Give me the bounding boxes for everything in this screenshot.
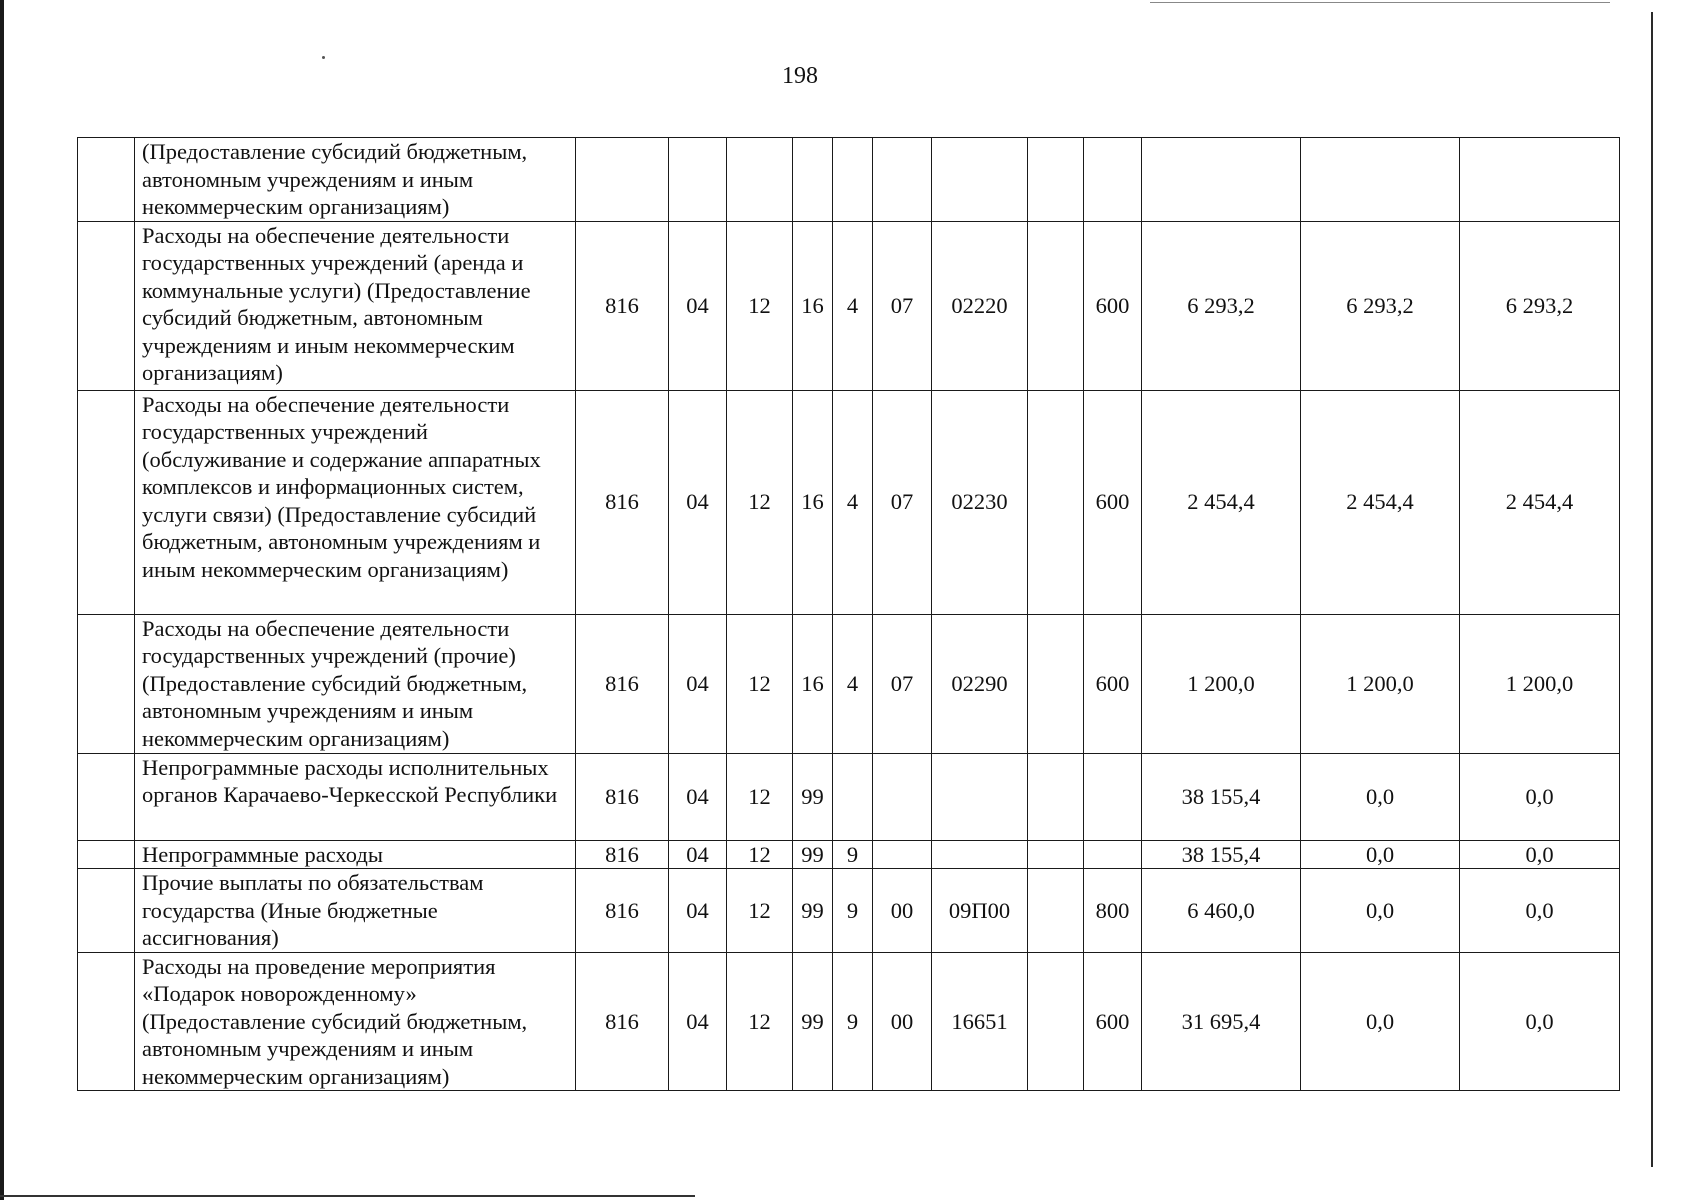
page-number: 198 <box>782 63 818 89</box>
amount-year3-cell: 0,0 <box>1460 869 1620 953</box>
expense-type-cell: 600 <box>1084 614 1142 753</box>
table-row <box>78 390 1620 614</box>
scan-edge-bottom <box>0 1195 695 1197</box>
subprogram-cell: 9 <box>833 952 873 1091</box>
amount-year3-cell: 0,0 <box>1460 753 1620 840</box>
amount-year1-cell: 38 155,4 <box>1142 840 1301 869</box>
amount-year2-cell: 0,0 <box>1301 869 1460 953</box>
gl-code-cell: 816 <box>576 221 669 390</box>
section-cell: 04 <box>669 840 727 869</box>
section-cell: 04 <box>669 869 727 953</box>
program-cell <box>793 138 833 222</box>
blank-cell <box>1028 390 1084 614</box>
subprogram-cell <box>833 138 873 222</box>
table-row <box>78 221 1620 390</box>
subsection-cell: 12 <box>727 840 793 869</box>
gl-code-cell: 816 <box>576 614 669 753</box>
amount-year2-cell: 1 200,0 <box>1301 614 1460 753</box>
amount-year3-cell: 0,0 <box>1460 840 1620 869</box>
gl-code-cell: 816 <box>576 753 669 840</box>
amount-year1-cell: 2 454,4 <box>1142 390 1301 614</box>
table-row <box>78 614 1620 753</box>
amount-year3-cell: 2 454,4 <box>1460 390 1620 614</box>
amount-year1-cell: 6 293,2 <box>1142 221 1301 390</box>
blank-cell <box>1028 614 1084 753</box>
subprogram-cell: 4 <box>833 614 873 753</box>
gl-code-cell: 816 <box>576 840 669 869</box>
amount-year1-cell: 31 695,4 <box>1142 952 1301 1091</box>
main-event-cell <box>873 138 932 222</box>
program-cell: 99 <box>793 869 833 953</box>
direction-cell: 02220 <box>932 221 1028 390</box>
blank-cell <box>1028 869 1084 953</box>
main-event-cell <box>873 840 932 869</box>
table-row <box>78 840 1620 869</box>
blank-cell <box>1028 952 1084 1091</box>
main-event-cell: 00 <box>873 952 932 1091</box>
scan-edge-right <box>1651 12 1653 1167</box>
section-cell: 04 <box>669 390 727 614</box>
scan-edge-top <box>1150 2 1610 3</box>
expense-type-cell <box>1084 138 1142 222</box>
program-cell: 99 <box>793 840 833 869</box>
expense-type-cell: 600 <box>1084 390 1142 614</box>
row-number-cell <box>78 221 135 390</box>
subprogram-cell: 9 <box>833 869 873 953</box>
direction-cell <box>932 840 1028 869</box>
subprogram-cell <box>833 753 873 840</box>
amount-year3-cell <box>1460 138 1620 222</box>
amount-year1-cell <box>1142 138 1301 222</box>
amount-year1-cell: 1 200,0 <box>1142 614 1301 753</box>
gl-code-cell: 816 <box>576 952 669 1091</box>
section-cell: 04 <box>669 952 727 1091</box>
row-number-cell <box>78 138 135 222</box>
direction-cell: 09П00 <box>932 869 1028 953</box>
gl-code-cell: 816 <box>576 390 669 614</box>
main-event-cell: 00 <box>873 869 932 953</box>
row-number-cell <box>78 952 135 1091</box>
section-cell: 04 <box>669 614 727 753</box>
expense-name-cell: Непрограммные расходы <box>135 840 576 869</box>
amount-year2-cell: 0,0 <box>1301 952 1460 1091</box>
amount-year3-cell: 1 200,0 <box>1460 614 1620 753</box>
expense-type-cell: 600 <box>1084 221 1142 390</box>
amount-year3-cell: 6 293,2 <box>1460 221 1620 390</box>
blank-cell <box>1028 138 1084 222</box>
expense-type-cell: 600 <box>1084 952 1142 1091</box>
expense-name-cell: Прочие выплаты по обязательствам государства (Иные бюджетные ассигнования) <box>135 869 576 953</box>
table-row <box>78 869 1620 953</box>
expense-name-cell: Расходы на обеспечение деятельности государственных учреждений (аренда и коммунальные услуги) (Предоставление субсидий бюджетным, автономным учреждениям и иным некоммерческим организациям) <box>135 221 576 390</box>
row-number-cell <box>78 840 135 869</box>
subsection-cell: 12 <box>727 869 793 953</box>
row-number-cell <box>78 869 135 953</box>
amount-year3-cell: 0,0 <box>1460 952 1620 1091</box>
expense-name-cell: Расходы на обеспечение деятельности государственных учреждений (обслуживание и содержание аппаратных комплексов и информационных систем, услуги связи) (Предоставление субсидий бюджетным, автономным учреждениям и иным некоммерческим организациям) <box>135 390 576 614</box>
main-event-cell: 07 <box>873 390 932 614</box>
program-cell: 99 <box>793 753 833 840</box>
direction-cell: 02230 <box>932 390 1028 614</box>
subsection-cell: 12 <box>727 221 793 390</box>
table-row <box>78 138 1620 222</box>
expense-type-cell: 800 <box>1084 869 1142 953</box>
amount-year1-cell: 38 155,4 <box>1142 753 1301 840</box>
main-event-cell: 07 <box>873 614 932 753</box>
program-cell: 16 <box>793 390 833 614</box>
expense-type-cell <box>1084 753 1142 840</box>
amount-year1-cell: 6 460,0 <box>1142 869 1301 953</box>
subsection-cell: 12 <box>727 614 793 753</box>
table-row <box>78 952 1620 1091</box>
expense-type-cell <box>1084 840 1142 869</box>
subprogram-cell: 4 <box>833 390 873 614</box>
expense-name-cell: (Предоставление субсидий бюджетным, автономным учреждениям и иным некоммерческим организациям) <box>135 138 576 222</box>
section-cell: 04 <box>669 753 727 840</box>
row-number-cell <box>78 390 135 614</box>
amount-year2-cell: 2 454,4 <box>1301 390 1460 614</box>
gl-code-cell <box>576 138 669 222</box>
row-number-cell <box>78 753 135 840</box>
subsection-cell: 12 <box>727 952 793 1091</box>
program-cell: 16 <box>793 614 833 753</box>
main-event-cell <box>873 753 932 840</box>
scan-edge-left <box>0 0 4 1200</box>
scan-speck <box>322 56 325 59</box>
amount-year2-cell <box>1301 138 1460 222</box>
direction-cell: 16651 <box>932 952 1028 1091</box>
subsection-cell <box>727 138 793 222</box>
expense-name-cell: Расходы на обеспечение деятельности государственных учреждений (прочие) (Предоставление субсидий бюджетным, автономным учреждениям и иным некоммерческим организациям) <box>135 614 576 753</box>
subsection-cell: 12 <box>727 753 793 840</box>
amount-year2-cell: 6 293,2 <box>1301 221 1460 390</box>
gl-code-cell: 816 <box>576 869 669 953</box>
row-number-cell <box>78 614 135 753</box>
amount-year2-cell: 0,0 <box>1301 753 1460 840</box>
section-cell <box>669 138 727 222</box>
section-cell: 04 <box>669 221 727 390</box>
direction-cell <box>932 753 1028 840</box>
program-cell: 99 <box>793 952 833 1091</box>
direction-cell <box>932 138 1028 222</box>
table-body <box>78 138 1620 1091</box>
amount-year2-cell: 0,0 <box>1301 840 1460 869</box>
budget-table <box>77 137 1620 1091</box>
subsection-cell: 12 <box>727 390 793 614</box>
program-cell: 16 <box>793 221 833 390</box>
subprogram-cell: 9 <box>833 840 873 869</box>
table-row <box>78 753 1620 840</box>
direction-cell: 02290 <box>932 614 1028 753</box>
main-event-cell: 07 <box>873 221 932 390</box>
blank-cell <box>1028 221 1084 390</box>
blank-cell <box>1028 840 1084 869</box>
expense-name-cell: Непрограммные расходы исполнительных органов Карачаево-Черкесской Республики <box>135 753 576 840</box>
expense-name-cell: Расходы на проведение мероприятия «Подарок новорожденному» (Предоставление субсидий бюджетным, автономным учреждениям и иным некоммерческим организациям) <box>135 952 576 1091</box>
subprogram-cell: 4 <box>833 221 873 390</box>
blank-cell <box>1028 753 1084 840</box>
